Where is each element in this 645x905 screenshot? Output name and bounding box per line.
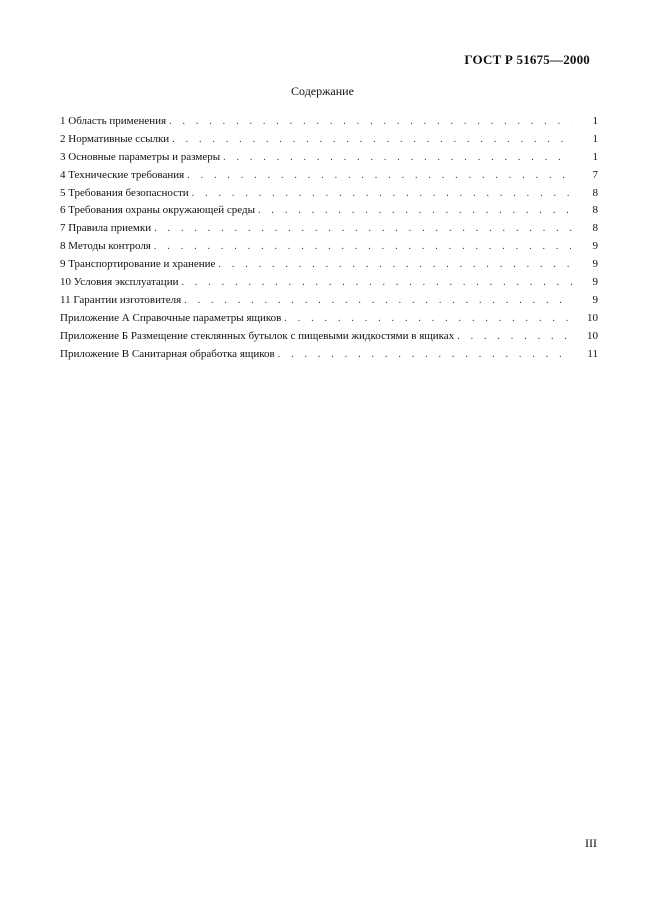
toc-entry-page: 8 <box>592 186 598 199</box>
toc-entry[interactable] <box>60 238 598 256</box>
toc-entry-page: 9 <box>592 293 598 306</box>
dot-leader <box>154 238 572 256</box>
toc-entry-label: 4 Технические требования <box>60 168 185 181</box>
toc-entry-page: 8 <box>592 222 598 235</box>
document-code: ГОСТ Р 51675—2000 <box>464 52 590 67</box>
toc-entry[interactable] <box>60 113 598 131</box>
toc-entry-label: Приложение А Справочные параметры ящиков <box>60 311 282 324</box>
toc-entry[interactable] <box>60 328 598 346</box>
dot-leader <box>278 346 572 364</box>
toc-entry-label: 11 Гарантии изготовителя <box>60 293 182 306</box>
dot-leader <box>457 328 572 346</box>
toc-entry-page: 9 <box>592 276 598 289</box>
page-number: III <box>585 836 597 850</box>
toc-entry-page: 10 <box>587 329 598 342</box>
dot-leader <box>258 202 572 220</box>
toc-entry[interactable] <box>60 131 598 149</box>
toc-entry[interactable] <box>60 185 598 203</box>
toc-entry[interactable] <box>60 220 598 238</box>
toc-entry-page: 10 <box>587 311 598 324</box>
toc-entry-page: 1 <box>592 150 598 163</box>
toc-entry-label: 7 Правила приемки <box>60 222 152 235</box>
toc-entry-label: 2 Нормативные ссылки <box>60 132 170 145</box>
toc-entry[interactable] <box>60 149 598 167</box>
toc-entry[interactable] <box>60 310 598 328</box>
toc-entry-label: 6 Требования охраны окружающей среды <box>60 204 256 217</box>
toc-entry-page: 11 <box>587 347 598 360</box>
dot-leader <box>184 292 572 310</box>
dot-leader <box>172 131 572 149</box>
dot-leader <box>218 256 572 274</box>
toc-entry-label: Приложение Б Размещение стеклянных бутылок с пищевыми жидкостями в ящиках <box>60 329 455 342</box>
table-of-contents <box>60 113 598 363</box>
toc-entry-page: 8 <box>592 204 598 217</box>
toc-entry-label: 3 Основные параметры и размеры <box>60 150 221 163</box>
dot-leader <box>192 185 572 203</box>
toc-entry-label: 9 Транспортирование и хранение <box>60 258 216 271</box>
dot-leader <box>154 220 572 238</box>
toc-entry[interactable] <box>60 292 598 310</box>
dot-leader <box>223 149 572 167</box>
toc-entry-page: 1 <box>592 115 598 127</box>
toc-entry[interactable] <box>60 346 598 364</box>
toc-entry-page: 9 <box>592 240 598 253</box>
toc-entry[interactable] <box>60 256 598 274</box>
toc-entry-label: 1 Область применения <box>60 115 167 127</box>
toc-entry-page: 7 <box>592 168 598 181</box>
toc-entry-label: Приложение В Санитарная обработка ящиков <box>60 347 275 360</box>
toc-entry-page: 1 <box>592 132 598 145</box>
toc-entry[interactable] <box>60 274 598 292</box>
toc-entry-page: 9 <box>592 258 598 271</box>
dot-leader <box>284 310 572 328</box>
dot-leader <box>169 113 572 131</box>
toc-entry-label: 8 Методы контроля <box>60 240 151 253</box>
dot-leader <box>187 167 572 185</box>
toc-entry-label: 10 Условия эксплуатации <box>60 276 179 289</box>
toc-entry-label: 5 Требования безопасности <box>60 186 189 199</box>
dot-leader <box>181 274 572 292</box>
toc-entry[interactable] <box>60 202 598 220</box>
toc-title: Содержание <box>291 84 354 98</box>
toc-entry[interactable] <box>60 167 598 185</box>
